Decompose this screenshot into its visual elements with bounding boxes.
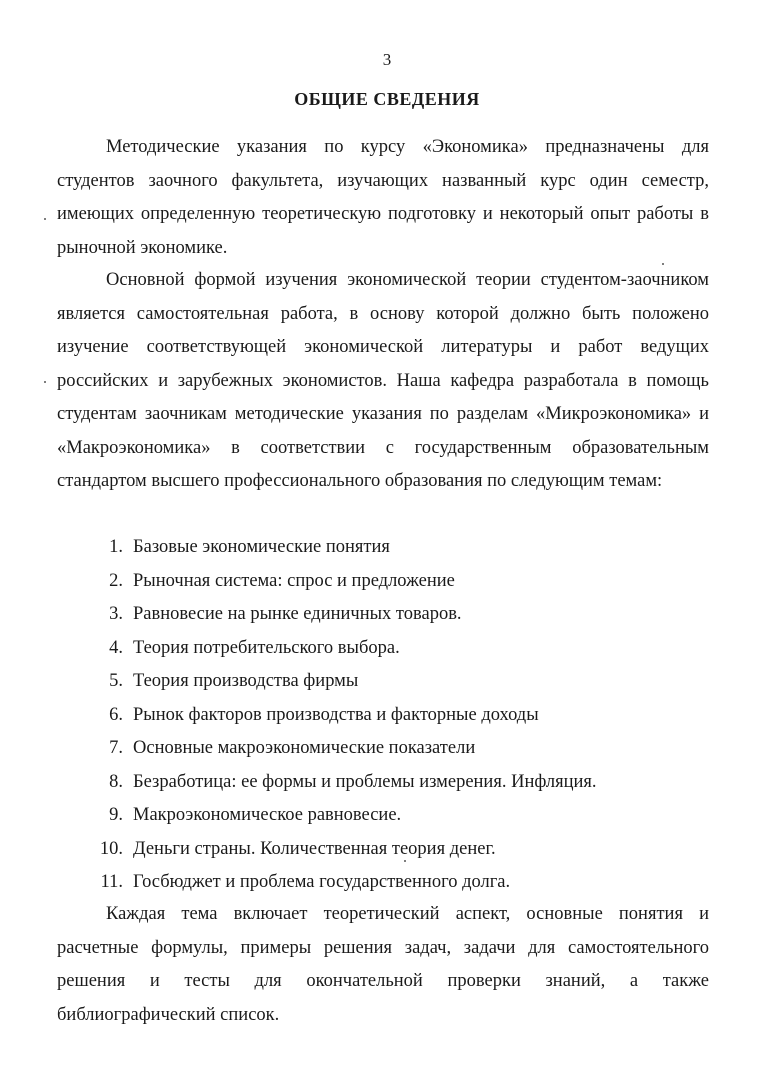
page-title: ОБЩИЕ СВЕДЕНИЯ (294, 89, 480, 109)
topics-list (57, 531, 709, 900)
scan-speck (44, 218, 46, 220)
list-item-text: Госбюджет и проблема государственного долга. (133, 872, 511, 892)
list-item-number: 7. (109, 738, 123, 758)
list-item (57, 799, 709, 833)
list-item-text: Макроэкономическое равновесие. (133, 805, 402, 825)
list-item-number: 3. (109, 604, 123, 624)
list-item-text: Базовые экономические понятия (133, 537, 390, 557)
paragraph-study-method: Основной формой изучения экономической теории студентом-заочником является самостоятельная работа, в основу которой должно быть положено изучение соответствующей экономической литературы и работ ведущих российских и зарубежных экономистов. Наша кафедра разработала в помощь студентам заочникам методические указания по разделам «Микроэкономика» и «Макроэкономика» в соответствии с государственным образовательным стандартом высшего профессионального образования по следующим темам: (57, 270, 709, 491)
list-item (57, 866, 709, 900)
list-item (57, 665, 709, 699)
list-item (57, 766, 709, 800)
paragraph-topic-contents: Каждая тема включает теоретический аспект, основные понятия и расчетные формулы, примеры решения задач, задачи для самостоятельного решения и тесты для окончательной проверки знаний, а также библиографический список. (57, 904, 709, 1025)
list-item-text: Основные макроэкономические показатели (133, 738, 476, 758)
list-item-number: 2. (109, 570, 123, 591)
list-item (57, 632, 709, 666)
paragraph-intro: Методические указания по курсу «Экономика» предназначены для студентов заочного факультета, изучающих названный курс один семестр, имеющих определенную теоретическую подготовку и некоторый опыт работы в рыночной экономике. (57, 137, 709, 258)
list-item (57, 598, 709, 632)
list-item-number: 9. (109, 805, 123, 825)
list-item (57, 565, 709, 599)
scan-speck (44, 381, 46, 383)
list-item-number: 1. (109, 537, 123, 557)
list-item (57, 531, 709, 565)
list-item-text: Рынок факторов производства и факторные доходы (133, 704, 539, 725)
list-item-text: Теория потребительского выбора. (133, 637, 400, 658)
list-item-number: 6. (109, 704, 123, 725)
list-item-text: Деньги страны. Количественная теория денег. (133, 838, 496, 859)
list-item-number: 4. (109, 637, 123, 658)
list-item-number: 10. (99, 838, 123, 859)
list-item-text: Равновесие на рынке единичных товаров. (133, 604, 462, 624)
list-item-number: 11. (100, 872, 123, 892)
list-item (57, 833, 709, 867)
list-item-number: 5. (109, 671, 123, 691)
list-item (57, 732, 709, 766)
scan-speck (662, 263, 664, 265)
page-number: 3 (382, 50, 392, 69)
list-item-text: Теория производства фирмы (133, 671, 359, 691)
list-item (57, 699, 709, 733)
list-item-text: Безработица: ее формы и проблемы измерения. Инфляция. (133, 771, 597, 792)
list-item-number: 8. (109, 771, 123, 792)
scan-speck (404, 860, 406, 862)
list-item-text: Рыночная система: спрос и предложение (133, 570, 455, 591)
